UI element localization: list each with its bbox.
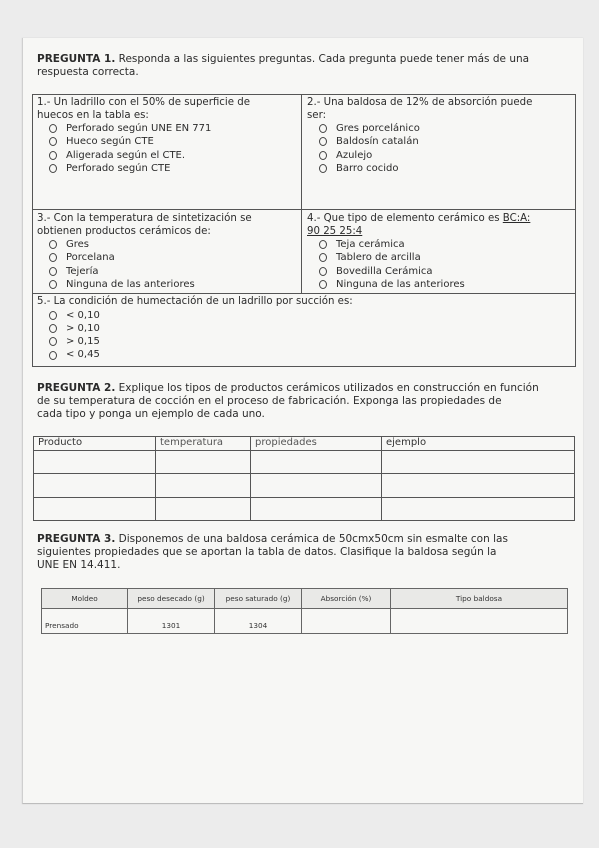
header-moldeo: Moldeo bbox=[42, 589, 128, 609]
option-gres-porcelanico[interactable]: Gres porcelánico bbox=[307, 122, 572, 135]
header-propiedades: propiedades bbox=[251, 437, 382, 451]
cell-peso-saturado: 1304 bbox=[215, 609, 302, 634]
option-barro-cocido[interactable]: Barro cocido bbox=[307, 162, 572, 175]
option-azulejo[interactable]: Azulejo bbox=[307, 149, 572, 162]
option-perforado-cte[interactable]: Perforado según CTE bbox=[37, 162, 299, 175]
answer-cell[interactable] bbox=[34, 474, 156, 497]
question-1-label: PREGUNTA 1. bbox=[37, 53, 116, 65]
answer-cell[interactable] bbox=[156, 474, 251, 497]
answer-cell[interactable] bbox=[34, 451, 156, 474]
exam-sheet bbox=[22, 38, 583, 804]
option-hueco-cte[interactable]: Hueco según CTE bbox=[37, 135, 299, 148]
question-2-heading: PREGUNTA 2. Explique los tipos de productos cerámicos utilizados en construcción en función de su temperatura de cocción en el proceso de fabricación. Exponga las propiedades de cada tipo y ponga un ejemplo de cada uno. bbox=[37, 382, 539, 420]
radio-icon[interactable] bbox=[49, 253, 57, 262]
header-tipo-baldosa: Tipo baldosa bbox=[391, 589, 568, 609]
cell-moldeo: Prensado bbox=[42, 609, 128, 634]
radio-icon[interactable] bbox=[319, 267, 327, 276]
cell-absorcion[interactable] bbox=[302, 609, 391, 634]
grid-divider-vertical bbox=[301, 95, 302, 293]
option-aligerada-cte[interactable]: Aligerada según el CTE. bbox=[37, 149, 299, 162]
header-ejemplo: ejemplo bbox=[382, 437, 575, 451]
sub-question-3-stem: 3.- Con la temperatura de sintetización se obtienen productos cerámicos de: bbox=[37, 213, 252, 237]
option-ninguna-4[interactable]: Ninguna de las anteriores bbox=[307, 278, 572, 291]
answer-cell[interactable] bbox=[34, 497, 156, 520]
sub-question-1 bbox=[37, 97, 299, 175]
grid-divider-row-1 bbox=[33, 209, 575, 210]
radio-icon[interactable] bbox=[49, 137, 57, 146]
ceramic-code-cont: 90 25 25:4 bbox=[307, 225, 363, 237]
radio-icon[interactable] bbox=[319, 151, 327, 160]
question-1-heading bbox=[37, 53, 572, 79]
radio-icon[interactable] bbox=[319, 280, 327, 289]
question-1-text: Responda a las siguientes preguntas. Cada pregunta puede tener más de una bbox=[115, 53, 530, 65]
header-peso-saturado: peso saturado (g) bbox=[215, 589, 302, 609]
radio-icon[interactable] bbox=[319, 124, 327, 133]
option-ninguna-3[interactable]: Ninguna de las anteriores bbox=[37, 278, 299, 291]
question-1-grid bbox=[32, 94, 576, 367]
radio-icon[interactable] bbox=[49, 311, 57, 320]
sub-question-4-stem: 4.- Que tipo de elemento cerámico es BC:A: 90 25 25:4 bbox=[307, 213, 531, 237]
radio-icon[interactable] bbox=[49, 240, 57, 249]
option-gres[interactable]: Gres bbox=[37, 238, 299, 251]
question-3-label: PREGUNTA 3. bbox=[37, 533, 116, 545]
radio-icon[interactable] bbox=[49, 351, 57, 360]
sub-question-3 bbox=[37, 213, 299, 291]
radio-icon[interactable] bbox=[319, 137, 327, 146]
answer-cell[interactable] bbox=[156, 451, 251, 474]
radio-icon[interactable] bbox=[49, 267, 57, 276]
option-bovedilla-ceramica[interactable]: Bovedilla Cerámica bbox=[307, 265, 572, 278]
sub-question-2 bbox=[307, 97, 572, 175]
answer-cell[interactable] bbox=[251, 451, 382, 474]
radio-icon[interactable] bbox=[49, 324, 57, 333]
cell-tipo-baldosa[interactable] bbox=[391, 609, 568, 634]
option-tablero-arcilla[interactable]: Tablero de arcilla bbox=[307, 251, 572, 264]
radio-icon[interactable] bbox=[319, 253, 327, 262]
option-lt-010[interactable]: < 0,10 bbox=[37, 309, 567, 322]
option-baldosin-catalan[interactable]: Baldosín catalán bbox=[307, 135, 572, 148]
radio-icon[interactable] bbox=[49, 151, 57, 160]
header-temperatura: temperatura bbox=[156, 437, 251, 451]
radio-icon[interactable] bbox=[319, 240, 327, 249]
answer-cell[interactable] bbox=[382, 451, 575, 474]
answer-cell[interactable] bbox=[382, 497, 575, 520]
option-gt-015[interactable]: > 0,15 bbox=[37, 335, 567, 348]
ceramic-code: BC:A: bbox=[502, 213, 531, 224]
sub-question-5 bbox=[37, 296, 567, 362]
radio-icon[interactable] bbox=[49, 164, 57, 173]
radio-icon[interactable] bbox=[49, 337, 57, 346]
question-3-heading: PREGUNTA 3. Disponemos de una baldosa cerámica de 50cmx50cm sin esmalte con las siguientes propiedades que se aportan la tabla de datos. Clasifique la baldosa según la UNE EN 14.411. bbox=[37, 533, 508, 571]
header-peso-desecado: peso desecado (g) bbox=[128, 589, 215, 609]
radio-icon[interactable] bbox=[319, 164, 327, 173]
question-1-text-cont: respuesta correcta. bbox=[37, 66, 139, 78]
sub-question-4 bbox=[307, 213, 572, 291]
option-tejeria[interactable]: Tejería bbox=[37, 265, 299, 278]
option-porcelana[interactable]: Porcelana bbox=[37, 251, 299, 264]
sub-question-5-stem: 5.- La condición de humectación de un ladrillo por succión es: bbox=[37, 296, 353, 307]
grid-divider-row-2 bbox=[33, 293, 575, 294]
option-gt-010[interactable]: > 0,10 bbox=[37, 322, 567, 335]
header-producto: Producto bbox=[34, 437, 156, 451]
answer-cell[interactable] bbox=[156, 497, 251, 520]
radio-icon[interactable] bbox=[49, 124, 57, 133]
sub-question-1-stem: 1.- Un ladrillo con el 50% de superficie de huecos en la tabla es: bbox=[37, 97, 250, 121]
answer-cell[interactable] bbox=[251, 474, 382, 497]
option-lt-045[interactable]: < 0,45 bbox=[37, 348, 567, 361]
question-2-label: PREGUNTA 2. bbox=[37, 382, 116, 394]
option-perforado-une[interactable]: Perforado según UNE EN 771 bbox=[37, 122, 299, 135]
question-2-table bbox=[33, 436, 575, 521]
radio-icon[interactable] bbox=[49, 280, 57, 289]
option-teja-ceramica[interactable]: Teja cerámica bbox=[307, 238, 572, 251]
cell-peso-desecado: 1301 bbox=[128, 609, 215, 634]
answer-cell[interactable] bbox=[382, 474, 575, 497]
answer-cell[interactable] bbox=[251, 497, 382, 520]
question-3-table bbox=[41, 588, 568, 634]
header-absorcion: Absorción (%) bbox=[302, 589, 391, 609]
sub-question-2-stem: 2.- Una baldosa de 12% de absorción puede ser: bbox=[307, 97, 533, 121]
